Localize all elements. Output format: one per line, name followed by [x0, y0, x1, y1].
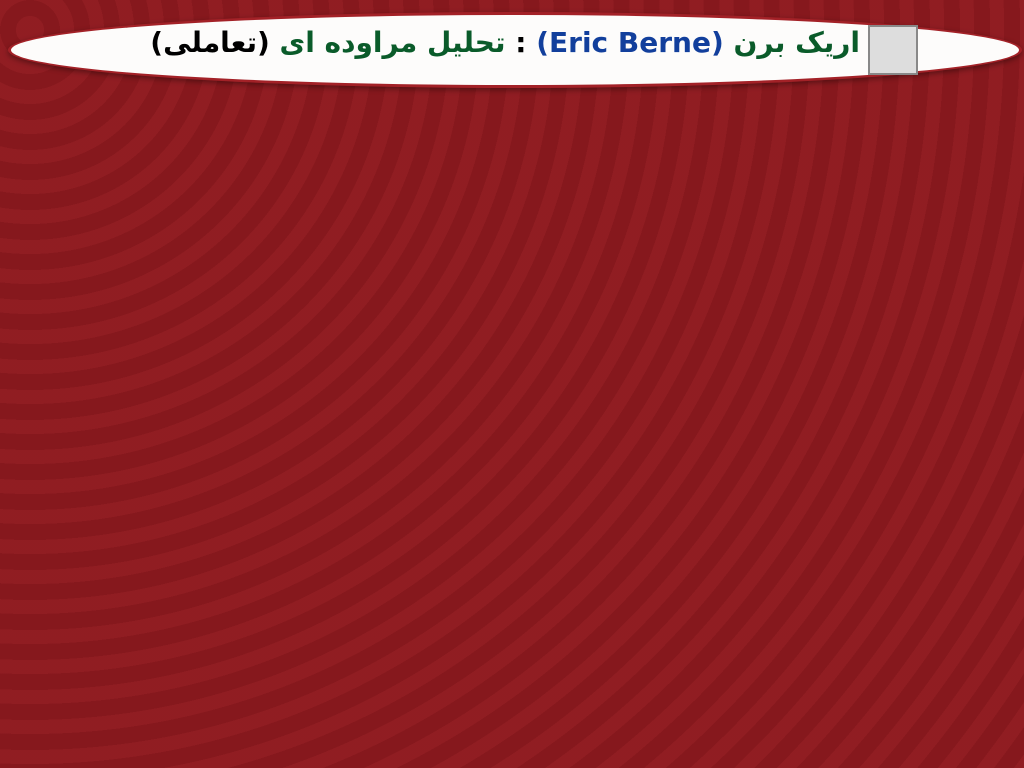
title-part-3: : [515, 26, 527, 59]
portrait-image [868, 25, 918, 75]
title-part-4: (Eric Berne) [536, 26, 724, 59]
page-title [100, 26, 860, 59]
title-part-1: (تعاملی) [150, 26, 270, 59]
title-part-5: اریک برن [733, 26, 860, 59]
title-part-2: تحلیل مراوده ای [279, 26, 506, 59]
